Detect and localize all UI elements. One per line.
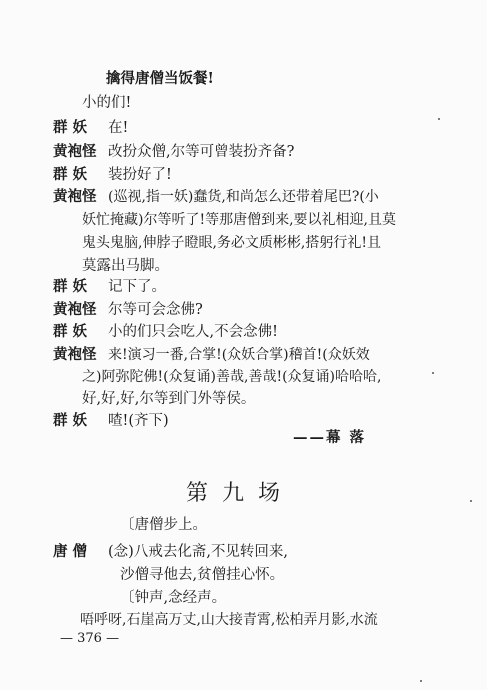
line-text: 擒得唐僧当饭餐! (106, 70, 214, 87)
line-text: 装扮好了! (108, 167, 172, 183)
speaker-label: 群 妖 (53, 323, 88, 340)
line-text: 在! (108, 120, 129, 136)
curtain-falls: ——幕 落 (293, 429, 367, 446)
line-text: 喳!(齐下) (108, 413, 169, 429)
print-speck (470, 500, 472, 502)
line-text: 小的们只会吃人,不会念佛! (108, 324, 278, 340)
print-speck (438, 118, 440, 120)
line-text: 记下了。 (108, 279, 166, 295)
line-text: 尔等可会念佛? (108, 302, 203, 318)
line-text: 之)阿弥陀佛!(众复诵)善哉,善哉!(众复诵)哈哈哈, (82, 369, 382, 385)
speaker-label: 黄袍怪 (53, 346, 97, 363)
line-text: 〔钟声,念经声。 (120, 590, 227, 606)
speaker-label: 黄袍怪 (53, 301, 97, 318)
line-text: 小的们! (82, 95, 132, 111)
line-text: 好,好,好,尔等到门外等侯。 (82, 391, 256, 407)
speaker-label: 唐 僧 (53, 543, 88, 560)
speaker-label: 群 妖 (53, 412, 88, 429)
line-text: 妖忙掩藏)尔等听了!等那唐僧到来,要以礼相迎,且莫 (82, 212, 396, 228)
scene-title: 第九场 (186, 481, 295, 506)
print-speck (420, 680, 422, 682)
speaker-label: 群 妖 (53, 166, 88, 183)
print-speck (432, 372, 434, 374)
line-text: 唔呼呀,石崖高万丈,山大接青霄,松柏弄月影,水流 (80, 612, 378, 628)
page-number: — 376 — (60, 631, 120, 646)
line-text: 沙僧寻他去,贫僧挂心怀。 (120, 567, 285, 583)
line-text: 改扮众僧,尔等可曾装扮齐备? (108, 144, 295, 160)
speaker-label: 黄袍怪 (53, 143, 97, 160)
speaker-label: 黄袍怪 (53, 188, 97, 205)
line-text: (念)八戒去化斋,不见转回来, (108, 544, 289, 560)
line-text: 来!演习一番,合掌!(众妖合掌)稽首!(众妖效 (108, 347, 370, 363)
line-text: 鬼头鬼脑,伸脖子瞪眼,务必文质彬彬,搭躬行礼!且 (82, 235, 381, 251)
line-text: (巡视,指一妖)蠢货,和尚怎么还带着尾巴?(小 (108, 189, 379, 205)
line-text: 〔唐僧步上。 (120, 517, 207, 533)
speaker-label: 群 妖 (53, 119, 88, 136)
line-text: 莫露出马脚。 (82, 258, 169, 274)
speaker-label: 群 妖 (53, 278, 88, 295)
